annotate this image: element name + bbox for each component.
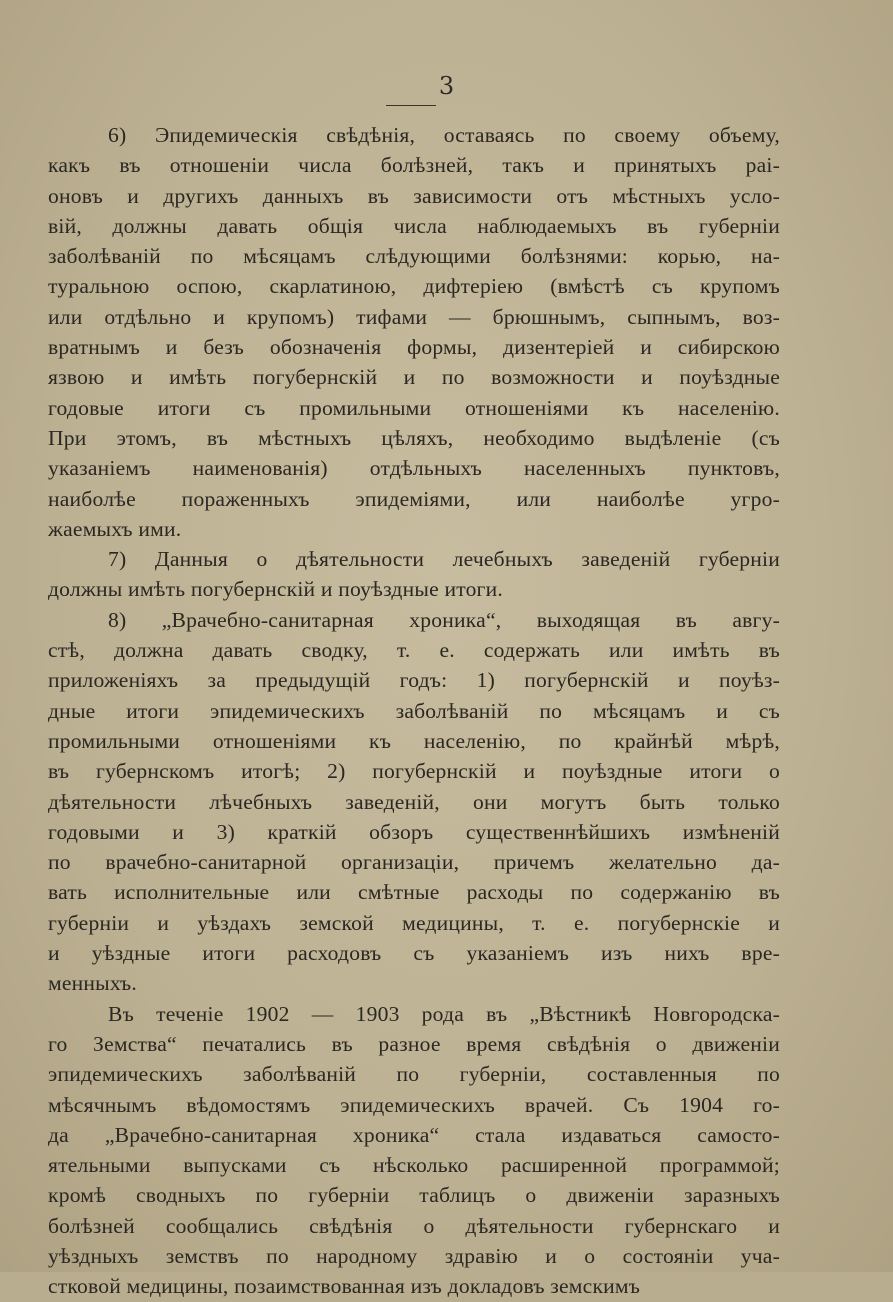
text-line: дные итоги эпидемическихъ заболѣваній по мѣсяцамъ и съ: [48, 698, 780, 723]
text-line: или отдѣльно и крупомъ) тифами — брюшнымъ, сыпнымъ, воз-: [48, 304, 780, 329]
text-line: губерніи и уѣздахъ земской медицины, т. е. погубернскіе и: [48, 910, 780, 935]
text-line: кромѣ сводныхъ по губерніи таблицъ о движеніи заразныхъ: [48, 1183, 780, 1208]
text-line: При этомъ, въ мѣстныхъ цѣляхъ, необходимо выдѣленіе (съ: [48, 425, 780, 450]
text-line: въ губернскомъ итогѣ; 2) погубернскій и поуѣздные итоги о: [48, 759, 780, 784]
text-line: приложеніяхъ за предыдущій годъ: 1) погубернскій и поуѣз-: [48, 668, 780, 693]
text-line: годовыми и 3) краткій обзоръ существеннѣйшихъ измѣненій: [48, 819, 780, 844]
text-line: Въ теченіе 1902 — 1903 рода въ „Вѣстникѣ Новгородска-: [108, 1001, 780, 1026]
text-line: туральною оспою, скарлатиною, дифтеріею (вмѣстѣ съ крупомъ: [48, 274, 780, 299]
text-line: указаніемъ наименованія) отдѣльныхъ населенныхъ пунктовъ,: [48, 456, 780, 481]
text-line: эпидемическихъ заболѣваній по губерніи, составленныя по: [48, 1062, 780, 1087]
text-line: дѣятельности лѣчебныхъ заведеній, они могутъ быть только: [48, 789, 780, 814]
text-line: промильными отношеніями къ населенію, по крайнѣй мѣрѣ,: [48, 728, 780, 753]
text-line: жаемыхъ ими.: [48, 516, 182, 541]
text-line: да „Врачебно-санитарная хроника“ стала издаваться самосто-: [48, 1122, 780, 1147]
paragraph: [48, 544, 780, 605]
page-body-text: [48, 120, 780, 1302]
text-line: наиболѣе пораженныхъ эпидеміями, или наиболѣе угро-: [48, 486, 780, 511]
text-line: стковой медицины, позаимствованная изъ докладовъ земскимъ: [48, 1274, 641, 1299]
text-line: по врачебно-санитарной организаціи, причемъ желательно да-: [48, 850, 780, 875]
text-line: 6) Эпидемическія свѣдѣнія, оставаясь по своему объему,: [108, 123, 780, 147]
text-line: заболѣваній по мѣсяцамъ слѣдующими болѣзнями: корью, на-: [48, 244, 780, 269]
text-line: годовые итоги съ промильными отношеніями къ населенію.: [48, 395, 780, 420]
text-line: болѣзней сообщались свѣдѣнія о дѣятельности губернскаго и: [48, 1213, 780, 1238]
text-line: мѣсячнымъ вѣдомостямъ эпидемическихъ врачей. Съ 1904 го-: [48, 1092, 780, 1117]
text-line: и уѣздные итоги расходовъ съ указаніемъ изъ нихъ вре-: [48, 941, 780, 966]
page-number-rule: [386, 105, 436, 106]
text-line: язвою и имѣть погубернскій и по возможности и поуѣздные: [48, 365, 780, 390]
text-line: вратнымъ и безъ обозначенія формы, дизентеріей и сибирскою: [48, 335, 780, 360]
paragraph: [48, 120, 780, 544]
text-line: вій, должны давать общія числа наблюдаемыхъ въ губерніи: [48, 213, 780, 238]
paragraph: [48, 999, 780, 1302]
text-line: какъ въ отношеніи числа болѣзней, такъ и принятыхъ раі-: [48, 153, 780, 178]
text-line: го Земства“ печатались въ разное время свѣдѣнія о движеніи: [48, 1031, 780, 1056]
text-line: уѣздныхъ земствъ по народному здравію и о состояніи уча-: [48, 1243, 780, 1268]
text-line: 7) Данныя о дѣятельности лечебныхъ заведеній губерніи: [108, 547, 780, 572]
text-line: менныхъ.: [48, 971, 138, 996]
text-line: оновъ и другихъ данныхъ въ зависимости отъ мѣстныхъ усло-: [48, 183, 780, 208]
paragraph: [48, 605, 780, 999]
text-line: вать исполнительные или смѣтные расходы по содержанію въ: [48, 880, 780, 905]
text-line: стѣ, должна давать сводку, т. е. содержать или имѣть въ: [48, 638, 780, 663]
text-line: ятельными выпусками съ нѣсколько расширенной программой;: [48, 1153, 780, 1178]
page-number: 3: [438, 72, 455, 100]
text-line: должны имѣть погубернскій и поуѣздные итоги.: [48, 577, 503, 602]
text-line: 8) „Врачебно-санитарная хроника“, выходящая въ авгу-: [108, 607, 780, 632]
